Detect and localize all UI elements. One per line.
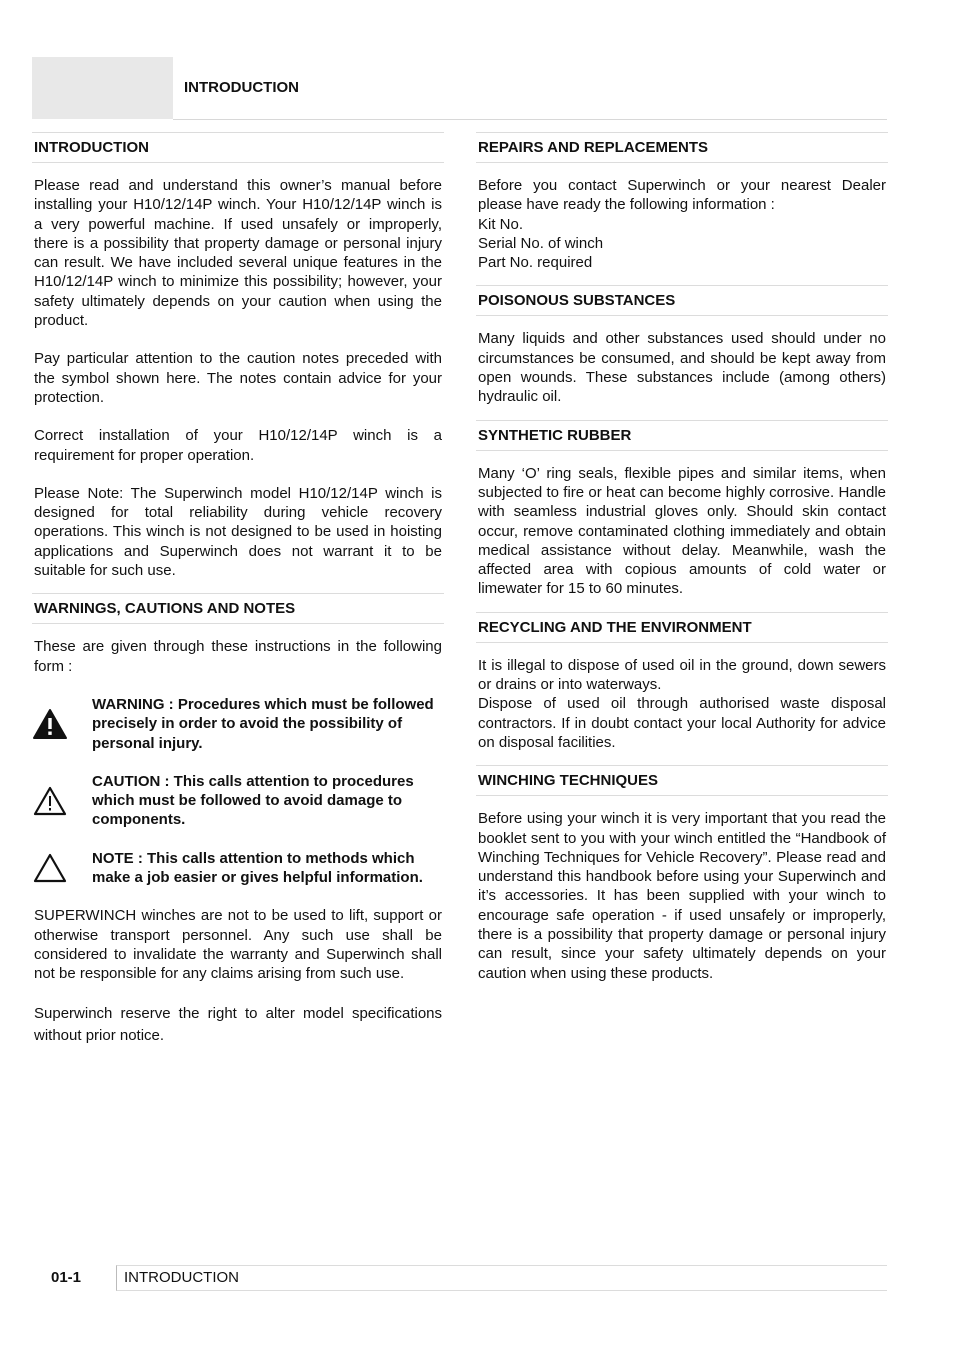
intro-paragraph-3: Correct installation of your H10/12/14P winch is a requirement for proper operation. xyxy=(34,427,442,464)
introduction-heading: INTRODUCTION xyxy=(32,132,444,163)
note-notice xyxy=(32,849,444,888)
right-column xyxy=(476,132,888,1002)
intro-paragraph-4: Please Note: The Superwinch model H10/12/14P winch is designed for total reliability during vehicle recovery operations. This winch is not designed to be used in hoisting applications and Superwinch does not warrant it to be suitable for such use. xyxy=(34,484,442,580)
header-rule xyxy=(173,119,887,120)
winching-paragraph: Before using your winch it is very important that you read the booklet sent to you with your winch entitled the “Handbook of Winching Techniques for Vehicle Recovery”. Please read and understand this handbook before using your Superwinch and it’s accessories. It has been supplied with your winch to encourage safe operation - if used unsafely or improperly, there is a possibility that property damage or personal injury can result, since your safety ultimately depends on your caution when using these products. xyxy=(478,810,886,982)
warning-filled-triangle-icon xyxy=(32,708,92,740)
reserve-paragraph: Superwinch reserve the right to alter model specifications without prior notice. xyxy=(34,1004,442,1044)
intro-paragraph-2: Pay particular attention to the caution notes preceded with the symbol shown here. The notes contain advice for your protection. xyxy=(34,350,442,406)
personnel-paragraph: SUPERWINCH winches are not to be used to lift, support or otherwise transport personnel. Any such use shall be considered to invalidate the warranty and Superwinch shall not be responsible for any claims arising from such use. xyxy=(34,907,442,983)
warnings-heading: WARNINGS, CAUTIONS AND NOTES xyxy=(32,593,444,624)
synthetic-rubber-heading: SYNTHETIC RUBBER xyxy=(476,420,888,451)
warnings-intro: These are given through these instructions in the following form : xyxy=(34,638,442,675)
list-item: Part No. required xyxy=(478,254,593,272)
caution-exclamation-triangle-icon xyxy=(32,785,92,817)
list-item: Serial No. of winch xyxy=(478,234,604,252)
list-item: Kit No. xyxy=(478,215,524,233)
repairs-paragraph: Before you contact Superwinch or your nearest Dealer please have ready the following information : xyxy=(478,177,886,214)
recycling-paragraph-1: It is illegal to dispose of used oil in the ground, down sewers or drains or into waterways. xyxy=(478,656,886,694)
warning-text: WARNING : Procedures which must be followed precisely in order to avoid the possibility of personal injury. xyxy=(92,695,434,752)
footer-page-number: 01-1 xyxy=(51,1269,82,1286)
recycling-heading: RECYCLING AND THE ENVIRONMENT xyxy=(476,612,888,643)
header-grey-block xyxy=(32,57,173,119)
synthetic-rubber-paragraph: Many ‘O’ ring seals, flexible pipes and similar items, when subjected to fire or heat can become highly corrosive. Handle with seamless industrial gloves only. Should skin contact occur, remove contaminated clothing immediately and obtain medical assistance without delay. Meanwhile, wash the affected area with copious amounts of cold water or limewater for 15 to 60 minutes. xyxy=(478,464,886,598)
note-text: NOTE : This calls attention to methods which make a job easier or gives helpful information. xyxy=(92,849,423,887)
left-column xyxy=(32,132,444,1066)
poisonous-paragraph: Many liquids and other substances used should under no circumstances be consumed, and should be kept away from open wounds. These substances include (among others) hydraulic oil. xyxy=(478,330,886,406)
page-header-title: INTRODUCTION xyxy=(184,79,299,96)
recycling-paragraph-2: Dispose of used oil through authorised waste disposal contractors. If in doubt contact your local Authority for advice on disposal facilities. xyxy=(478,695,886,751)
warning-notice xyxy=(32,695,444,753)
footer-section-label: INTRODUCTION xyxy=(124,1269,239,1286)
caution-notice xyxy=(32,772,444,830)
winching-heading: WINCHING TECHNIQUES xyxy=(476,765,888,796)
footer-bar xyxy=(116,1265,887,1291)
intro-paragraph-1: Please read and understand this owner’s manual before installing your H10/12/14P winch. Your H10/12/14P winch is a very powerful machine. If used unsafely or improperly, there is a possibility that property damage or personal injury can result. We have included several unique features in the H10/12/14P winch to minimize this possibility; however, your safety ultimately depends on your caution when using the product. xyxy=(34,177,442,330)
note-outline-triangle-icon xyxy=(32,852,92,884)
poisonous-heading: POISONOUS SUBSTANCES xyxy=(476,285,888,316)
repairs-list xyxy=(476,215,888,273)
repairs-heading: REPAIRS AND REPLACEMENTS xyxy=(476,132,888,163)
caution-text: CAUTION : This calls attention to procedures which must be followed to avoid damage to components. xyxy=(92,772,414,829)
